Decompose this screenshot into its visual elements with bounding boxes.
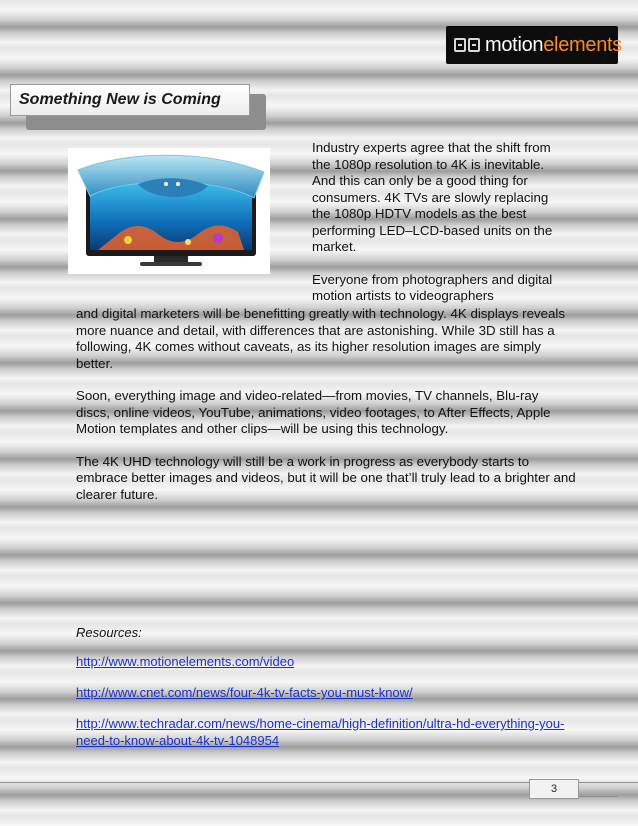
body-text — [76, 306, 576, 519]
body-paragraph: and digital marketers will be benefitting greatly with technology. 4K displays reveals more nuance and detail, with differences that are astonishing. While 3D still has a following, 4K comes without caveats, as its higher resolution images are simply better. — [76, 306, 566, 371]
tv-image — [68, 148, 270, 274]
logo-mark-icon — [454, 38, 480, 52]
page-number: 3 — [529, 779, 579, 799]
section-heading: Something New is Coming — [10, 84, 250, 116]
tv-illustration — [68, 148, 270, 274]
resource-link[interactable]: http://www.techradar.com/news/home-cinema/high-definition/ultra-hd-everything-you-need-to-know-about-4k-tv-1048954 — [76, 716, 565, 748]
intro-paragraph: Industry experts agree that the shift from the 1080p resolution to 4K is inevitable. And this can only be a good thing for consumers. 4K TVs are slowly replacing the 1080p HDTV models as the best performing LED–LCD-based units on the market. — [312, 140, 553, 254]
intro-column — [312, 140, 570, 321]
motionelements-logo — [446, 26, 622, 64]
resources-section — [76, 624, 596, 763]
resource-link[interactable]: http://www.cnet.com/news/four-4k-tv-facts-you-must-know/ — [76, 685, 413, 700]
logo-text: motionelements — [485, 33, 622, 56]
resources-label: Resources: — [76, 625, 142, 640]
body-paragraph: The 4K UHD technology will still be a work in progress as everybody starts to embrace better images and videos, but it will be one that’ll truly lead to a brighter and clearer future. — [76, 453, 576, 502]
body-paragraph: Soon, everything image and video-related—from movies, TV channels, Blu-ray discs, online videos, YouTube, animations, video footages, to After Effects, Apple Motion templates and other clips—will be using this technology. — [76, 388, 551, 436]
intro-paragraph: Everyone from photographers and digital motion artists to videographers — [312, 271, 553, 303]
footer-rule — [578, 796, 618, 797]
resource-link[interactable]: http://www.motionelements.com/video — [76, 654, 295, 669]
